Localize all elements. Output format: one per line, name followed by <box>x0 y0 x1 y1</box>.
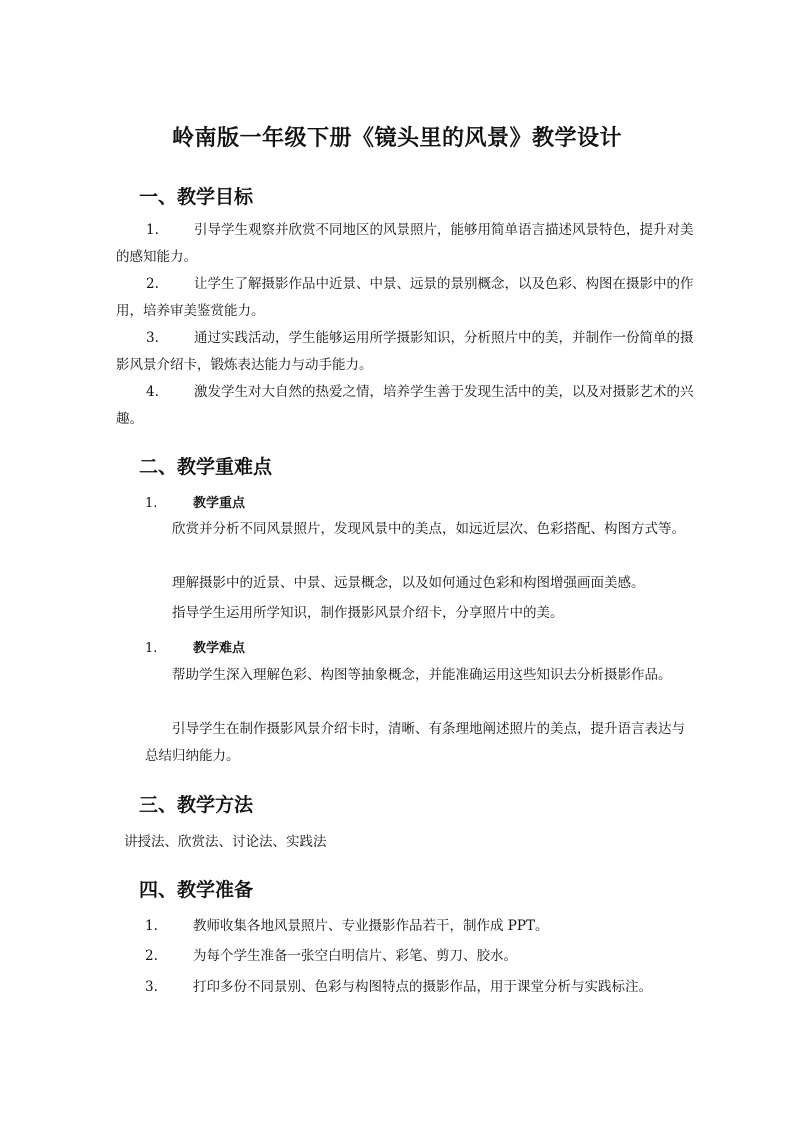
goal-item <box>116 379 696 433</box>
goal-item <box>116 217 696 271</box>
subheading-focus <box>145 492 245 511</box>
preparation-item-number: 2. <box>145 948 158 964</box>
subheading-difficulty <box>145 637 245 656</box>
goal-item-text: 让学生了解摄影作品中近景、中景、远景的景别概念，以及色彩、构图在摄影中的作用，培养审美鉴赏能力。 <box>116 276 694 319</box>
goal-item-number: 2. <box>146 276 159 292</box>
section-heading-goals: 一、教学目标 <box>139 186 254 208</box>
goal-item-text: 通过实践活动，学生能够运用所学摄影知识，分析照片中的美，并制作一份简单的摄影风景介绍卡，锻炼表达能力与动手能力。 <box>116 330 694 373</box>
preparation-item-number: 1. <box>145 918 158 934</box>
section-heading-preparation: 四、教学准备 <box>139 879 254 901</box>
goal-item-number: 3. <box>146 330 159 346</box>
subheading-number: 1. <box>145 496 158 511</box>
goal-item-text: 引导学生观察并欣赏不同地区的风景照片，能够用简单语言描述风景特色，提升对美的感知能力。 <box>116 222 694 265</box>
subheading-label: 教学重点 <box>193 496 246 511</box>
preparation-item-number: 3. <box>145 979 158 995</box>
goal-item-number: 4. <box>146 384 159 400</box>
preparation-item-text: 教师收集各地风景照片、专业摄影作品若干，制作成 PPT。 <box>193 918 549 934</box>
preparation-item <box>145 944 517 964</box>
focus-paragraph: 指导学生运用所学知识，制作摄影风景介绍卡，分享照片中的美。 <box>172 605 564 621</box>
preparation-item-text: 为每个学生准备一张空白明信片、彩笔、剪刀、胶水。 <box>193 948 517 964</box>
subheading-label: 教学难点 <box>193 641 246 656</box>
goal-item <box>116 271 696 325</box>
goal-item-text: 激发学生对大自然的热爱之情，培养学生善于发现生活中的美，以及对摄影艺术的兴趣。 <box>116 384 694 427</box>
document-title: 岭南版一年级下册《镜头里的风景》教学设计 <box>171 125 622 151</box>
preparation-item <box>145 914 548 934</box>
section-heading-methods: 三、教学方法 <box>139 794 254 816</box>
difficulty-paragraph: 帮助学生深入理解色彩、构图等抽象概念，并能准确运用这些知识去分析摄影作品。 <box>172 667 672 683</box>
preparation-item-text: 打印多份不同景别、色彩与构图特点的摄影作品，用于课堂分析与实践标注。 <box>193 979 652 995</box>
focus-paragraph: 理解摄影中的近景、中景、远景概念，以及如何通过色彩和构图增强画面美感。 <box>172 575 645 591</box>
subheading-number: 1. <box>145 641 158 656</box>
focus-paragraph: 欣赏并分析不同风景照片，发现风景中的美点，如远近层次、色彩搭配、构图方式等。 <box>172 521 685 537</box>
section-heading-key-points: 二、教学重难点 <box>139 456 273 478</box>
goal-item-number: 1. <box>146 222 159 238</box>
goal-item <box>116 325 696 379</box>
methods-text: 讲授法、欣赏法、讨论法、实践法 <box>124 834 327 850</box>
preparation-item <box>145 975 652 995</box>
difficulty-paragraph: 引导学生在制作摄影风景介绍卡时，清晰、有条理地阐述照片的美点，提升语言表达与总结归纳能力。 <box>145 721 685 764</box>
